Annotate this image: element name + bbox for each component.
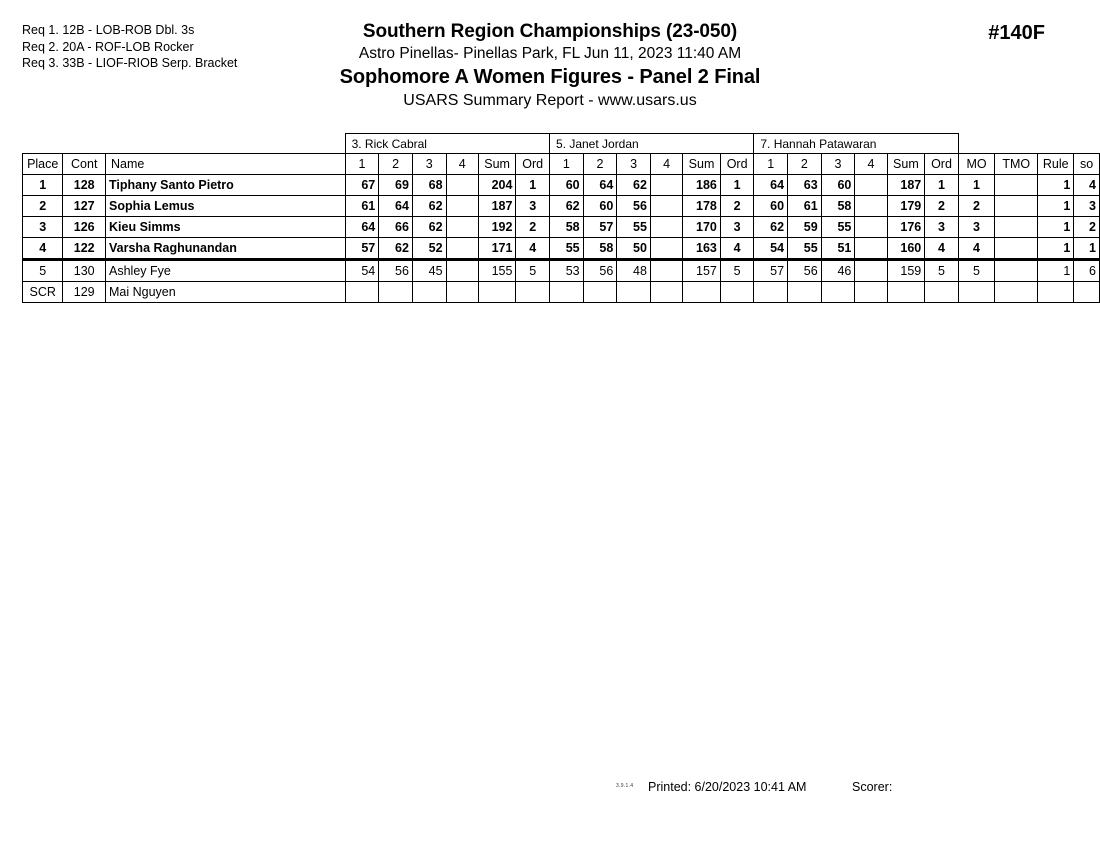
cell-judge1-score2: [379, 282, 413, 303]
cell-judge2-score3: 62: [617, 175, 651, 196]
cell-skater-name: Kieu Simms: [106, 217, 346, 238]
judge-name-3: 7. Hannah Patawaran: [754, 134, 958, 154]
cell-judge3-score3: [821, 282, 855, 303]
cell-judge3-score4: [855, 196, 887, 217]
cell-judge1-score4: [446, 260, 478, 282]
cell-rule: 1: [1038, 196, 1074, 217]
cell-judge2-score1: 53: [549, 260, 583, 282]
cell-mo: 5: [958, 260, 995, 282]
cell-judge1-sum: 171: [478, 238, 516, 260]
cell-contestant-number: 130: [63, 260, 106, 282]
cell-tmo: [995, 217, 1038, 238]
cell-judge3-sum: 179: [887, 196, 925, 217]
cell-judge2-ord: 2: [720, 196, 754, 217]
cell-judge3-score4: [855, 260, 887, 282]
requirement-number: 3.: [48, 56, 59, 70]
cell-judge1-score1: 61: [345, 196, 379, 217]
cell-judge2-score4: [650, 217, 682, 238]
cell-judge1-score1: 64: [345, 217, 379, 238]
cell-judge3-score3: 55: [821, 217, 855, 238]
cell-judge1-score2: 69: [379, 175, 413, 196]
report-header: [0, 20, 1100, 112]
cell-place: 2: [23, 196, 63, 217]
column-header-judge1-score3: 3: [412, 154, 446, 175]
requirement-text: 12B - LOB-ROB Dbl. 3s: [62, 23, 195, 37]
cell-so: 1: [1074, 238, 1100, 260]
requirement-label: Req: [22, 56, 45, 70]
competition-title: Southern Region Championships (23-050): [362, 21, 738, 42]
cell-judge3-sum: 159: [887, 260, 925, 282]
cell-skater-name: Mai Nguyen: [106, 282, 346, 303]
cell-rule: [1038, 282, 1074, 303]
cell-judge1-sum: 155: [478, 260, 516, 282]
cell-tmo: [995, 260, 1038, 282]
cell-rule: 1: [1038, 175, 1074, 196]
cell-judge3-sum: 160: [887, 238, 925, 260]
cell-judge1-score4: [446, 217, 478, 238]
cell-contestant-number: 128: [63, 175, 106, 196]
cell-judge2-score1: 62: [549, 196, 583, 217]
cell-contestant-number: 122: [63, 238, 106, 260]
cell-judge3-score2: 63: [788, 175, 822, 196]
cell-judge3-score3: 58: [821, 196, 855, 217]
cell-judge2-ord: 1: [720, 175, 754, 196]
cell-judge2-sum: 170: [683, 217, 721, 238]
column-header-judge3-score1: 1: [754, 154, 788, 175]
cell-contestant-number: 129: [63, 282, 106, 303]
cell-judge2-score3: 50: [617, 238, 651, 260]
judge-header-row: [23, 134, 1100, 154]
column-header-place: Place: [23, 154, 63, 175]
cell-place: 5: [23, 260, 63, 282]
table-row: [23, 238, 1100, 260]
cell-place: 4: [23, 238, 63, 260]
column-header-judge2-sum: Sum: [683, 154, 721, 175]
column-header-judge2-score3: 3: [617, 154, 651, 175]
event-title: Sophomore A Women Figures - Panel 2 Final: [339, 66, 761, 88]
cell-judge3-score1: 54: [754, 238, 788, 260]
cell-judge3-score3: 60: [821, 175, 855, 196]
cell-judge3-score4: [855, 238, 887, 260]
cell-judge1-score4: [446, 282, 478, 303]
judge-name-2: 5. Janet Jordan: [549, 134, 753, 154]
cell-judge2-score2: 57: [583, 217, 617, 238]
cell-judge2-score4: [650, 175, 682, 196]
cell-place: 3: [23, 217, 63, 238]
venue-datetime: Astro Pinellas- Pinellas Park, FL Jun 11, 2023 11:40 AM: [358, 45, 742, 62]
column-header-judge1-score4: 4: [446, 154, 478, 175]
cell-judge3-sum: 187: [887, 175, 925, 196]
cell-judge2-score2: 64: [583, 175, 617, 196]
column-header-tmo: TMO: [995, 154, 1038, 175]
cell-judge3-score1: 62: [754, 217, 788, 238]
cell-mo: 1: [958, 175, 995, 196]
cell-judge1-score1: [345, 282, 379, 303]
cell-place: 1: [23, 175, 63, 196]
cell-judge3-score2: 55: [788, 238, 822, 260]
cell-judge2-score4: [650, 260, 682, 282]
cell-judge2-score2: [583, 282, 617, 303]
cell-judge3-score3: 51: [821, 238, 855, 260]
cell-judge3-ord: 4: [925, 238, 959, 260]
column-header-so: so: [1074, 154, 1100, 175]
cell-judge2-score1: 60: [549, 175, 583, 196]
cell-judge1-score3: [412, 282, 446, 303]
cell-judge1-ord: 5: [516, 260, 550, 282]
cell-tmo: [995, 238, 1038, 260]
cell-so: 3: [1074, 196, 1100, 217]
cell-judge3-score2: [788, 282, 822, 303]
column-header-judge2-ord: Ord: [720, 154, 754, 175]
table-row: [23, 175, 1100, 196]
cell-judge1-ord: 4: [516, 238, 550, 260]
requirement-label: Req: [22, 39, 45, 54]
cell-judge3-score1: [754, 282, 788, 303]
cell-judge1-score2: 62: [379, 238, 413, 260]
column-header-judge3-sum: Sum: [887, 154, 925, 175]
cell-judge1-score2: 64: [379, 196, 413, 217]
requirement-text: 20A - ROF-LOB Rocker: [62, 39, 194, 54]
cell-rule: 1: [1038, 217, 1074, 238]
cell-judge2-sum: 178: [683, 196, 721, 217]
cell-mo: [958, 282, 995, 303]
cell-skater-name: Sophia Lemus: [106, 196, 346, 217]
table-row: [23, 217, 1100, 238]
cell-tmo: [995, 175, 1038, 196]
cell-judge2-score4: [650, 282, 682, 303]
cell-tmo: [995, 282, 1038, 303]
requirement-label: Req: [22, 23, 45, 37]
cell-judge1-sum: 187: [478, 196, 516, 217]
cell-judge3-ord: 2: [925, 196, 959, 217]
event-number: #140F: [988, 22, 1045, 44]
column-header-judge3-score3: 3: [821, 154, 855, 175]
cell-judge3-score4: [855, 282, 887, 303]
requirement-number: 2.: [48, 39, 59, 54]
cell-judge1-sum: 204: [478, 175, 516, 196]
cell-judge2-sum: 157: [683, 260, 721, 282]
cell-judge1-score3: 68: [412, 175, 446, 196]
column-header-judge3-score4: 4: [855, 154, 887, 175]
column-header-cont: Cont: [63, 154, 106, 175]
cell-so: 4: [1074, 175, 1100, 196]
cell-judge1-score2: 66: [379, 217, 413, 238]
column-header-judge3-ord: Ord: [925, 154, 959, 175]
cell-judge3-score4: [855, 217, 887, 238]
cell-judge1-score4: [446, 196, 478, 217]
column-header-judge1-sum: Sum: [478, 154, 516, 175]
cell-judge2-score2: 58: [583, 238, 617, 260]
cell-judge1-score3: 62: [412, 196, 446, 217]
cell-judge3-sum: [887, 282, 925, 303]
cell-judge2-ord: 4: [720, 238, 754, 260]
results-table: [22, 133, 1100, 303]
cell-judge3-ord: 3: [925, 217, 959, 238]
cell-skater-name: Ashley Fye: [106, 260, 346, 282]
cell-judge1-score2: 56: [379, 260, 413, 282]
column-header-judge3-score2: 2: [788, 154, 822, 175]
cell-judge1-score3: 52: [412, 238, 446, 260]
cell-judge1-ord: 2: [516, 217, 550, 238]
cell-rule: 1: [1038, 260, 1074, 282]
cell-judge3-score1: 60: [754, 196, 788, 217]
cell-judge2-ord: [720, 282, 754, 303]
cell-judge2-ord: 3: [720, 217, 754, 238]
cell-judge2-score3: 56: [617, 196, 651, 217]
cell-judge2-score3: 55: [617, 217, 651, 238]
cell-judge3-score2: 56: [788, 260, 822, 282]
table-row: [23, 282, 1100, 303]
cell-judge2-score1: 58: [549, 217, 583, 238]
cell-judge3-score4: [855, 175, 887, 196]
cell-judge3-score1: 57: [754, 260, 788, 282]
column-header-judge1-score2: 2: [379, 154, 413, 175]
cell-judge3-score3: 46: [821, 260, 855, 282]
cell-judge2-score3: [617, 282, 651, 303]
cell-judge1-ord: 1: [516, 175, 550, 196]
cell-judge3-score2: 61: [788, 196, 822, 217]
cell-judge2-score1: 55: [549, 238, 583, 260]
cell-judge2-score2: 60: [583, 196, 617, 217]
cell-judge2-sum: [683, 282, 721, 303]
cell-judge1-score4: [446, 175, 478, 196]
cell-judge3-score2: 59: [788, 217, 822, 238]
cell-judge1-score3: 62: [412, 217, 446, 238]
cell-so: 2: [1074, 217, 1100, 238]
cell-judge2-score4: [650, 238, 682, 260]
cell-judge1-ord: [516, 282, 550, 303]
cell-skater-name: Tiphany Santo Pietro: [106, 175, 346, 196]
column-header-judge1-ord: Ord: [516, 154, 550, 175]
cell-judge3-score1: 64: [754, 175, 788, 196]
cell-judge2-ord: 5: [720, 260, 754, 282]
cell-judge2-score2: 56: [583, 260, 617, 282]
cell-place: SCR: [23, 282, 63, 303]
column-header-judge2-score2: 2: [583, 154, 617, 175]
column-header-name: Name: [106, 154, 346, 175]
cell-judge3-ord: 1: [925, 175, 959, 196]
cell-judge1-score3: 45: [412, 260, 446, 282]
cell-judge1-sum: 192: [478, 217, 516, 238]
cell-mo: 4: [958, 238, 995, 260]
requirement-number: 1.: [48, 23, 59, 37]
cell-judge2-sum: 186: [683, 175, 721, 196]
report-subtitle: USARS Summary Report - www.usars.us: [403, 92, 697, 109]
cell-contestant-number: 126: [63, 217, 106, 238]
cell-judge2-score1: [549, 282, 583, 303]
cell-judge1-ord: 3: [516, 196, 550, 217]
cell-contestant-number: 127: [63, 196, 106, 217]
cell-judge1-score1: 57: [345, 238, 379, 260]
cell-judge1-sum: [478, 282, 516, 303]
cell-judge3-ord: [925, 282, 959, 303]
cell-judge1-score4: [446, 238, 478, 260]
requirement-text: 33B - LIOF-RIOB Serp. Bracket: [62, 56, 238, 70]
printed-timestamp: Printed: 6/20/2023 10:41 AM: [648, 780, 807, 794]
cell-tmo: [995, 196, 1038, 217]
column-header-rule: Rule: [1038, 154, 1074, 175]
cell-judge1-score1: 54: [345, 260, 379, 282]
column-header-judge1-score1: 1: [345, 154, 379, 175]
scorer-label: Scorer:: [852, 780, 893, 794]
column-header-judge2-score1: 1: [549, 154, 583, 175]
cell-so: 6: [1074, 260, 1100, 282]
cell-judge3-sum: 176: [887, 217, 925, 238]
cell-mo: 3: [958, 217, 995, 238]
cell-judge2-score4: [650, 196, 682, 217]
table-row: [23, 260, 1100, 282]
cell-so: [1074, 282, 1100, 303]
column-header-row: [23, 154, 1100, 175]
cell-skater-name: Varsha Raghunandan: [106, 238, 346, 260]
judge-name-1: 3. Rick Cabral: [345, 134, 549, 154]
judge-header-tail: [958, 134, 1099, 154]
results-table-container: [22, 133, 1100, 303]
column-header-mo: MO: [958, 154, 995, 175]
cell-judge2-score3: 48: [617, 260, 651, 282]
cell-judge1-score1: 67: [345, 175, 379, 196]
cell-judge3-ord: 5: [925, 260, 959, 282]
judge-header-spacer: [23, 134, 346, 154]
column-header-judge2-score4: 4: [650, 154, 682, 175]
version-marker: 3.9.1.4: [616, 783, 634, 789]
table-row: [23, 196, 1100, 217]
cell-judge2-sum: 163: [683, 238, 721, 260]
cell-rule: 1: [1038, 238, 1074, 260]
cell-mo: 2: [958, 196, 995, 217]
